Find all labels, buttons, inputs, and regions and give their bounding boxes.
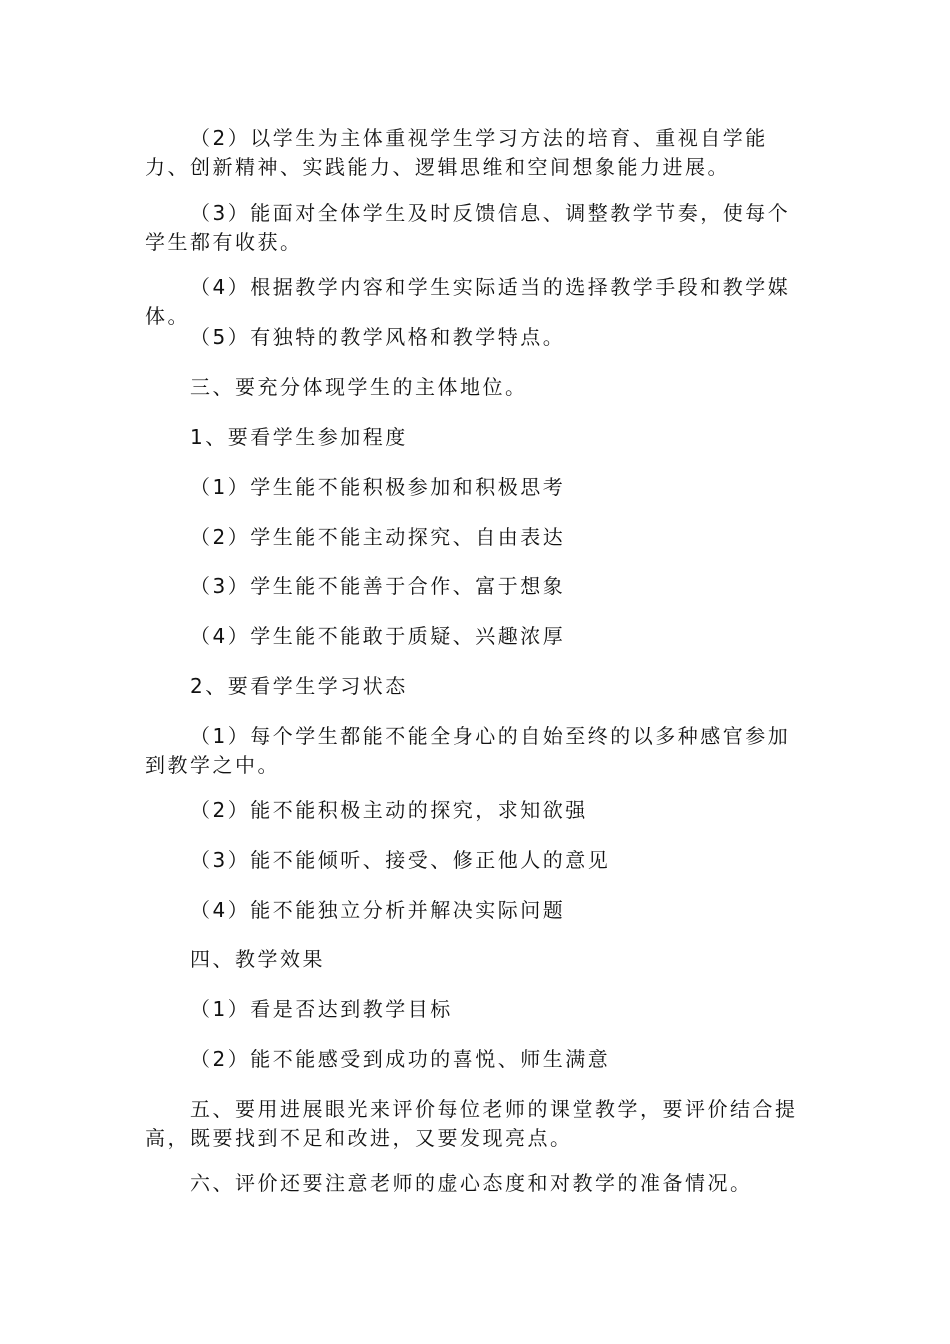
paragraph-participation-1: （1）学生能不能积极参加和积极思考 bbox=[190, 475, 566, 499]
paragraph-state-3: （3）能不能倾听、接受、修正他人的意见 bbox=[190, 848, 611, 872]
heading-teaching-effect: 四、教学效果 bbox=[190, 947, 325, 971]
paragraph-participation-4: （4）学生能不能敢于质疑、兴趣浓厚 bbox=[190, 624, 566, 648]
paragraph-participation-2: （2）学生能不能主动探究、自由表达 bbox=[190, 525, 566, 549]
paragraph-state-1: （1）每个学生都能不能全身心的自始至终的以多种感官参加到教学之中。 bbox=[145, 724, 791, 777]
heading-student-subject: 三、要充分体现学生的主体地位。 bbox=[190, 375, 528, 399]
heading-development-view: 五、要用进展眼光来评价每位老师的课堂教学，要评价结合提高，既要找到不足和改进，又要发现亮点。 bbox=[145, 1097, 798, 1150]
paragraph-method-cultivation: （2）以学生为主体重视学生学习方法的培育、重视自学能力、创新精神、实践能力、逻辑思维和空间想象能力进展。 bbox=[145, 126, 768, 179]
heading-learning-state: 2、要看学生学习状态 bbox=[190, 674, 408, 698]
paragraph-participation-3: （3）学生能不能善于合作、富于想象 bbox=[190, 574, 566, 598]
paragraph-effect-2: （2）能不能感受到成功的喜悦、师生满意 bbox=[190, 1047, 611, 1071]
paragraph-state-2: （2）能不能积极主动的探究，求知欲强 bbox=[190, 798, 588, 822]
heading-attitude-preparation: 六、评价还要注意老师的虚心态度和对教学的准备情况。 bbox=[190, 1171, 753, 1195]
paragraph-state-4: （4）能不能独立分析并解决实际问题 bbox=[190, 898, 566, 922]
paragraph-feedback: （3）能面对全体学生及时反馈信息、调整教学节奏，使每个学生都有收获。 bbox=[145, 201, 791, 254]
paragraph-teaching-media: （4）根据教学内容和学生实际适当的选择教学手段和教学媒体。 bbox=[145, 275, 791, 328]
paragraph-effect-1: （1）看是否达到教学目标 bbox=[190, 997, 453, 1021]
paragraph-teaching-style: （5）有独特的教学风格和教学特点。 bbox=[190, 325, 566, 349]
heading-participation: 1、要看学生参加程度 bbox=[190, 425, 408, 449]
